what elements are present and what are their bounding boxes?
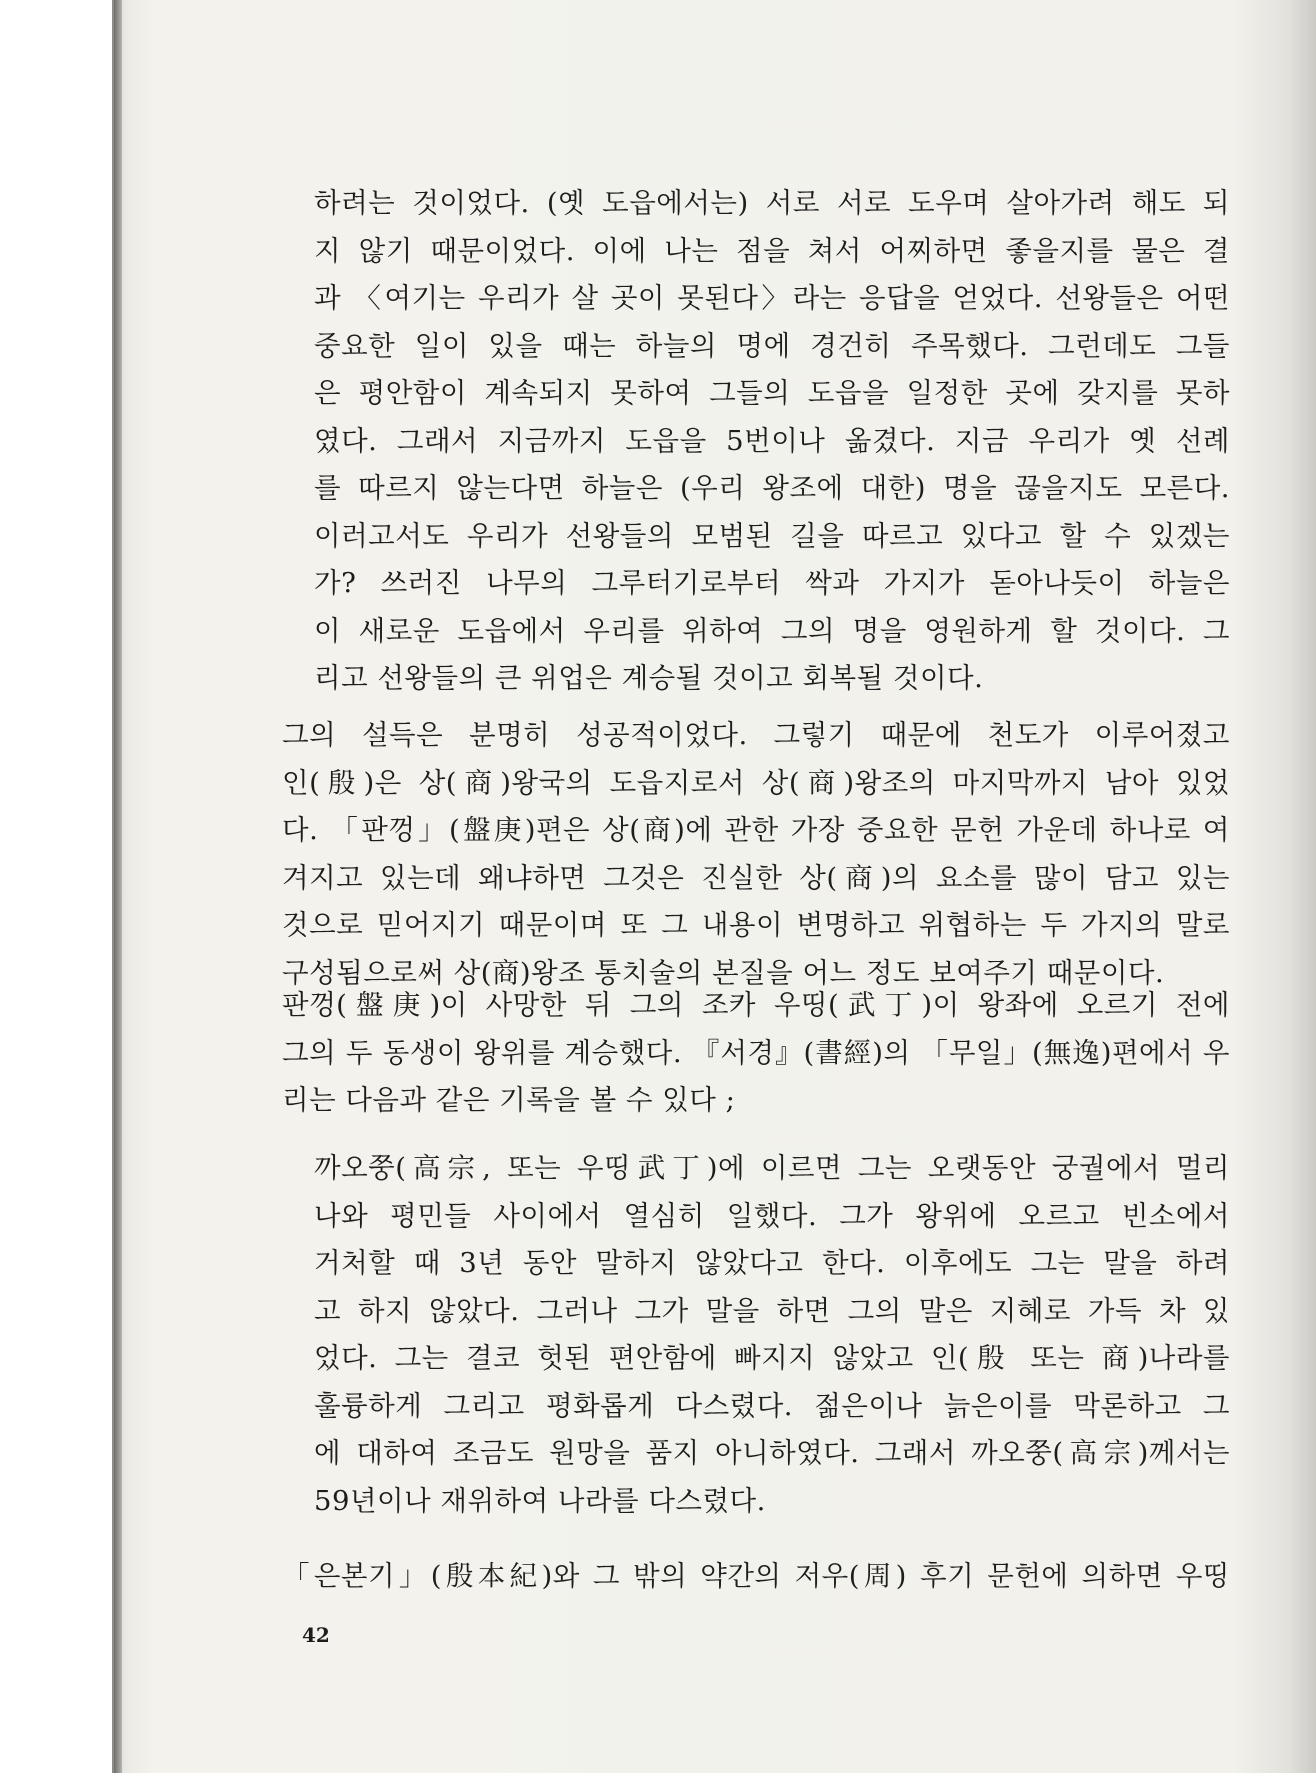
text-line: 이 새로운 도읍에서 우리를 위하여 그의 명을 영원하게 할 것이다. 그 bbox=[314, 614, 1230, 647]
text-line: 그의 설득은 분명히 성공적이었다. 그렇기 때문에 천도가 이루어졌고 bbox=[282, 719, 1230, 751]
text-line: 리고 선왕들의 큰 위업은 계승될 것이고 회복될 것이다. bbox=[314, 662, 984, 694]
text-line: 구성됨으로써 상(商)왕조 통치술의 본질을 어느 정도 보여주기 때문이다. bbox=[282, 956, 1165, 989]
text-line: 고 하지 않았다. 그러나 그가 말을 하면 그의 말은 지혜로 가득 차 있 bbox=[314, 1294, 1230, 1327]
text-line: 인(殷)은 상(商)왕국의 도읍지로서 상(商)왕조의 마지막까지 남아 있었 bbox=[282, 766, 1230, 799]
text-line: 까오쭝(高宗, 또는 우띵武丁)에 이르면 그는 오랫동안 궁궐에서 멀리 bbox=[314, 1152, 1230, 1184]
text-line: 가? 쓰러진 나무의 그루터기로부터 싹과 가지가 돋아나듯이 하늘은 bbox=[314, 567, 1230, 599]
text-line: 「은본기」(殷本紀)와 그 밖의 약간의 저우(周) 후기 문헌에 의하면 우띵 bbox=[282, 1560, 1230, 1592]
text-line: 은 평안함이 계속되지 못하여 그들의 도읍을 일정한 곳에 갖지를 못하 bbox=[314, 377, 1230, 409]
text-line: 리는 다음과 같은 기록을 볼 수 있다 ; bbox=[282, 1084, 736, 1116]
body-paragraph-3 bbox=[282, 982, 1230, 1125]
text-line: 였다. 그래서 지금까지 도읍을 5번이나 옮겼다. 지금 우리가 옛 선례 bbox=[314, 424, 1230, 457]
text-line: 나와 평민들 사이에서 열심히 일했다. 그가 왕위에 오르고 빈소에서 bbox=[314, 1199, 1230, 1232]
text-line: 이러고서도 우리가 선왕들의 모범된 길을 따르고 있다고 할 수 있겠는 bbox=[314, 519, 1230, 552]
text-line: 에 대하여 조금도 원망을 품지 아니하였다. 그래서 까오쭝(高宗)께서는 bbox=[314, 1437, 1230, 1469]
quoted-paragraph-4 bbox=[314, 1145, 1230, 1525]
body-paragraph-5 bbox=[282, 1553, 1230, 1601]
text-line: 59년이나 재위하여 나라를 다스렸다. bbox=[314, 1484, 766, 1517]
quoted-paragraph-1 bbox=[314, 180, 1230, 703]
text-line: 었다. 그는 결코 헛된 편안함에 빠지지 않았고 인(殷 또는 商)나라를 bbox=[314, 1342, 1230, 1374]
text-line: 거처할 때 3년 동안 말하지 않았다고 한다. 이후에도 그는 말을 하려 bbox=[314, 1247, 1230, 1279]
text-line: 것으로 믿어지기 때문이며 또 그 내용이 변명하고 위협하는 두 가지의 말로 bbox=[282, 909, 1230, 941]
text-line: 중요한 일이 있을 때는 하늘의 명에 경건히 주목했다. 그런데도 그들 bbox=[314, 329, 1230, 362]
text-line: 하려는 것이었다. (옛 도읍에서는) 서로 서로 도우며 살아가려 해도 되 bbox=[314, 187, 1230, 219]
page-number: 42 bbox=[302, 1623, 330, 1647]
text-line: 훌륭하게 그리고 평화롭게 다스렸다. 젊은이나 늙은이를 막론하고 그 bbox=[314, 1389, 1230, 1422]
text-line: 겨지고 있는데 왜냐하면 그것은 진실한 상(商)의 요소를 많이 담고 있는 bbox=[282, 861, 1230, 894]
body-paragraph-2 bbox=[282, 712, 1230, 997]
text-line: 지 않기 때문이었다. 이에 나는 점을 쳐서 어찌하면 좋을지를 물은 결 bbox=[314, 234, 1230, 267]
text-line: 를 따르지 않는다면 하늘은 (우리 왕조에 대한) 명을 끊을지도 모른다. bbox=[314, 472, 1230, 504]
text-line: 판껑(盤庚)이 사망한 뒤 그의 조카 우띵(武丁)이 왕좌에 오르기 전에 bbox=[282, 989, 1230, 1021]
text-line: 다. 「판껑」(盤庚)편은 상(商)에 관한 가장 중요한 문헌 가운데 하나로 여 bbox=[282, 814, 1230, 846]
page-edge bbox=[114, 0, 122, 1773]
text-line: 그의 두 동생이 왕위를 계승했다. 『서경』(書經)의 「무일」(無逸)편에서 우 bbox=[282, 1036, 1230, 1069]
text-line: 과 〈여기는 우리가 살 곳이 못된다〉라는 응답을 얻었다. 선왕들은 어떤 bbox=[314, 282, 1230, 314]
